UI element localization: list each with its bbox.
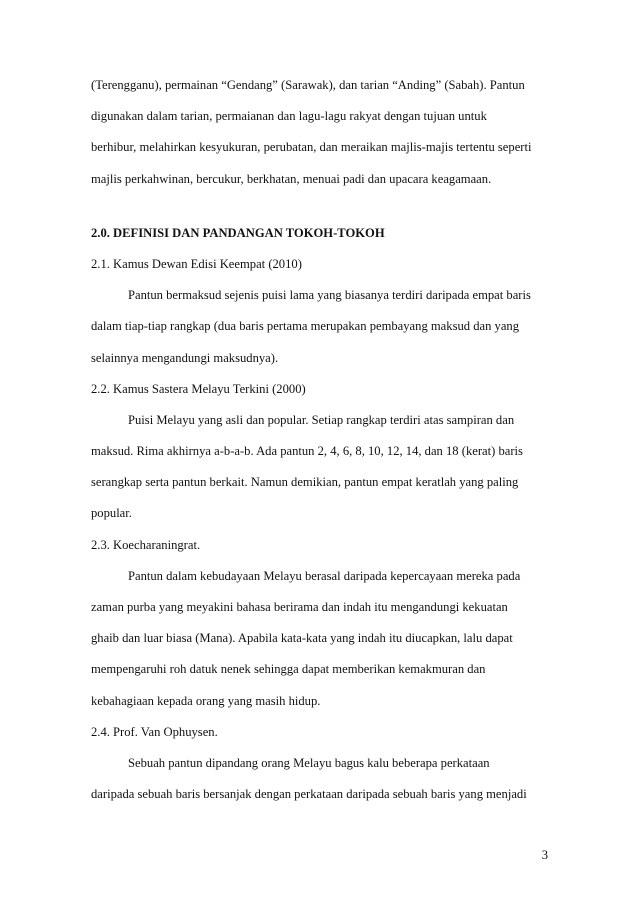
paragraph-line: Pantun bermaksud sejenis puisi lama yang biasanya terdiri daripada empat baris: [128, 288, 531, 303]
paragraph-line: (Terengganu), permainan “Gendang” (Sarawak), dan tarian “Anding” (Sabah). Pantun: [91, 78, 525, 92]
paragraph-line: majlis perkahwinan, bercukur, berkhatan, menuai padi dan upacara keagamaan.: [91, 171, 492, 186]
paragraph-line: daripada sebuah baris bersanjak dengan perkataan daripada sebuah baris yang menjadi: [91, 787, 527, 802]
subsection-van-ophuysen: [91, 717, 551, 811]
paragraph-line: Sebuah pantun dipandang orang Melayu bagus kalu beberapa perkataan: [128, 755, 490, 770]
paragraph-line: dalam tiap-tiap rangkap (dua baris pertama merupakan pembayang maksud dan yang: [91, 319, 520, 334]
subsection-title: 2.2. Kamus Sastera Melayu Terkini (2000): [91, 381, 306, 396]
subsection-kamus-dewan: [91, 249, 551, 374]
paragraph-line: berhibur, melahirkan kesyukuran, perubatan, dan meraikan majlis-majis tertentu seperti: [91, 140, 532, 155]
paragraph-line: serangkap serta pantun berkait. Namun demikian, pantun empat keratlah yang paling: [91, 475, 519, 490]
paragraph-line: zaman purba yang meyakini bahasa berirama dan indah itu mengandungi kekuatan: [91, 600, 508, 614]
subsection-title: 2.4. Prof. Van Ophuysen.: [91, 724, 218, 739]
section-heading: 2.0. DEFINISI DAN PANDANGAN TOKOH-TOKOH: [91, 225, 385, 240]
subsection-title: 2.3. Koecharaningrat.: [91, 537, 201, 552]
paragraph-line: Pantun dalam kebudayaan Melayu berasal daripada kepercayaan mereka pada: [128, 568, 521, 583]
page-number: 3: [541, 848, 548, 862]
paragraph-line: selainnya mengandungi maksudnya).: [91, 350, 279, 365]
paragraph-line: mempengaruhi roh datuk nenek sehingga dapat memberikan kemakmuran dan: [91, 662, 486, 677]
paragraph-line: popular.: [91, 506, 132, 521]
paragraph-line: kebahagiaan kepada orang yang masih hidup.: [91, 693, 321, 708]
subsection-kamus-sastera: [91, 374, 551, 530]
paragraph-line: ghaib dan luar biasa (Mana). Apabila kata-kata yang indah itu diucapkan, lalu dapat: [91, 631, 513, 646]
subsection-title: 2.1. Kamus Dewan Edisi Keempat (2010): [91, 256, 302, 271]
paragraph-line: maksud. Rima akhirnya a-b-a-b. Ada pantun 2, 4, 6, 8, 10, 12, 14, dan 18 (kerat) baris: [91, 444, 523, 459]
page-body: [91, 70, 551, 810]
section-spacer: [91, 195, 551, 218]
paragraph-line: digunakan dalam tarian, permaianan dan lagu-lagu rakyat dengan tujuan untuk: [91, 109, 487, 124]
intro-paragraph: [91, 70, 551, 195]
paragraph-line: Puisi Melayu yang asli dan popular. Setiap rangkap terdiri atas sampiran dan: [128, 412, 515, 427]
subsection-koecharaningrat: [91, 530, 551, 717]
